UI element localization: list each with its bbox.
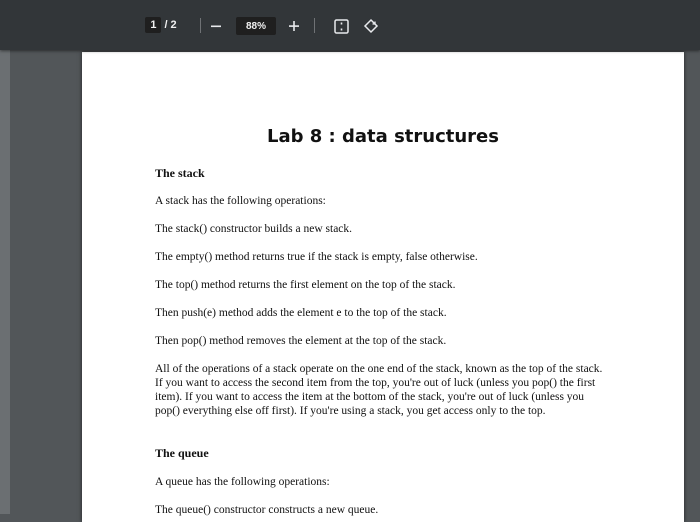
stack-op-constructor: The stack() constructor builds a new stack. xyxy=(155,223,353,235)
page-total: / 2 xyxy=(164,19,177,31)
fit-to-page-button[interactable] xyxy=(330,15,352,37)
stack-heading: The stack xyxy=(155,166,205,180)
toolbar-divider xyxy=(314,18,315,33)
queue-op-constructor: The queue() constructor constructs a new queue. xyxy=(155,504,379,516)
pdf-toolbar xyxy=(0,0,700,50)
rotate-button[interactable] xyxy=(360,15,382,37)
minus-icon xyxy=(210,20,222,32)
zoom-level-input[interactable]: 88% xyxy=(236,17,276,35)
stack-intro: A stack has the following operations: xyxy=(155,195,326,207)
stack-paragraph: All of the operations of a stack operate on the one end of the stack, known as the top of the stack. If you want to access the second item from the top, you're out of luck (unless you pop() the first item). If you want to access the item at the bottom of the stack, you're out of luck (unless you pop() everything else off first). If you're using a stack, you get access only to the top. xyxy=(155,363,603,417)
queue-heading: The queue xyxy=(155,446,209,460)
pdf-page xyxy=(82,52,684,522)
plus-icon xyxy=(288,20,300,32)
page-indicator xyxy=(135,15,187,35)
zoom-in-button[interactable] xyxy=(284,15,304,37)
sidebar-strip xyxy=(0,50,10,514)
toolbar-divider xyxy=(200,18,201,33)
stack-op-push: Then push(e) method adds the element e to the top of the stack. xyxy=(155,307,447,319)
fit-to-page-icon xyxy=(334,19,349,34)
zoom-out-button[interactable] xyxy=(206,15,226,37)
document-title: Lab 8 : data structures xyxy=(267,126,499,147)
stack-op-top: The top() method returns the first element on the top of the stack. xyxy=(155,279,456,291)
rotate-icon xyxy=(363,18,379,34)
page-number-input[interactable]: 1 xyxy=(145,17,161,33)
stack-op-empty: The empty() method returns true if the stack is empty, false otherwise. xyxy=(155,251,478,263)
queue-intro: A queue has the following operations: xyxy=(155,476,330,488)
stack-op-pop: Then pop() method removes the element at the top of the stack. xyxy=(155,335,447,347)
